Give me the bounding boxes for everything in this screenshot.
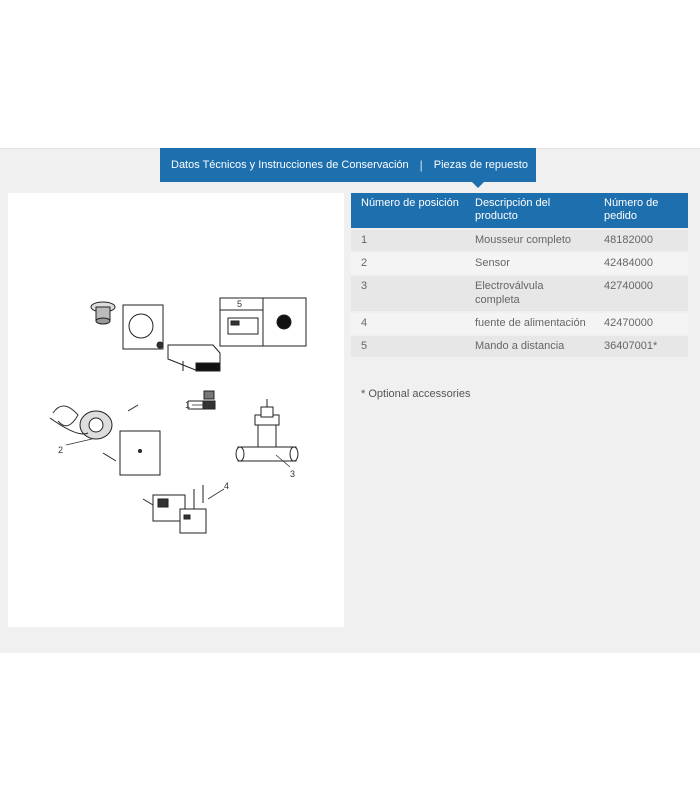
callout-4: 4 bbox=[224, 481, 230, 491]
spare-parts-table bbox=[351, 193, 688, 357]
order-number-cell: 42470000 bbox=[594, 312, 688, 335]
table-header-row bbox=[351, 193, 688, 229]
tab-spare-parts[interactable]: Piezas de repuesto bbox=[433, 159, 528, 171]
table-row bbox=[351, 252, 688, 275]
table-row bbox=[351, 312, 688, 335]
tab-bar bbox=[160, 148, 536, 182]
description-cell: Sensor bbox=[465, 252, 594, 275]
position-cell: 2 bbox=[351, 252, 465, 275]
description-cell: Electroválvula completa bbox=[465, 275, 594, 312]
parts-diagram bbox=[8, 193, 344, 627]
tab-technical-data[interactable]: Datos Técnicos y Instrucciones de Conservación bbox=[171, 159, 409, 171]
description-cell: fuente de alimentación bbox=[465, 312, 594, 335]
table-row bbox=[351, 229, 688, 252]
position-cell: 4 bbox=[351, 312, 465, 335]
order-number-cell: 36407001* bbox=[594, 335, 688, 357]
position-cell: 3 bbox=[351, 275, 465, 312]
header-position-number: Número de posición bbox=[351, 193, 465, 229]
position-cell: 1 bbox=[351, 229, 465, 252]
order-number-cell: 48182000 bbox=[594, 229, 688, 252]
table-row bbox=[351, 335, 688, 357]
active-tab-indicator bbox=[472, 182, 484, 188]
callout-5: 5 bbox=[237, 299, 243, 309]
callout-2: 2 bbox=[58, 445, 64, 455]
optional-accessories-note: * Optional accessories bbox=[361, 388, 471, 400]
description-cell: Mousseur completo bbox=[465, 229, 594, 252]
description-cell: Mando a distancia bbox=[465, 335, 594, 357]
callout-1: 1 bbox=[185, 400, 191, 410]
tab-separator: | bbox=[419, 158, 423, 172]
table-row bbox=[351, 275, 688, 312]
callout-3: 3 bbox=[290, 469, 296, 479]
order-number-cell: 42484000 bbox=[594, 252, 688, 275]
exploded-view-drawing bbox=[8, 193, 344, 627]
position-cell: 5 bbox=[351, 335, 465, 357]
header-product-description: Descripción del producto bbox=[465, 193, 594, 229]
order-number-cell: 42740000 bbox=[594, 275, 688, 312]
header-order-number: Número de pedido bbox=[594, 193, 688, 229]
